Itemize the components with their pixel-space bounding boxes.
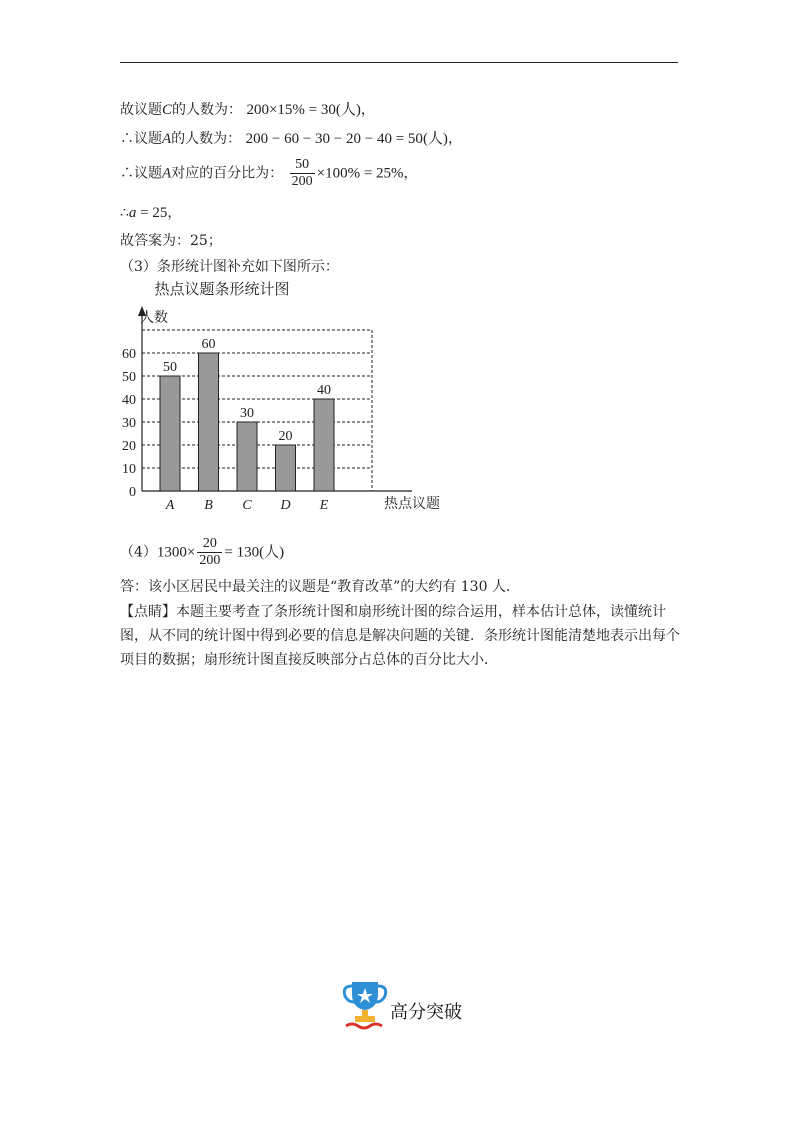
- y-tick-label: 30: [122, 416, 136, 431]
- x-tick-label-D: D: [280, 498, 291, 513]
- answer-text: 答：该小区居民中最关注的议题是“教育改革”的大约有 130 人．: [120, 579, 520, 595]
- y-tick-label: 20: [122, 439, 136, 454]
- header-rule: [120, 62, 678, 63]
- y-tick-label: 50: [122, 370, 136, 385]
- line-7: （4）1300× $\frac{20}{200}$ = 130(人): [120, 536, 285, 568]
- x-axis-label: 热点议题: [384, 497, 440, 512]
- chart-title: 热点议题条形统计图: [154, 282, 290, 298]
- bar-E: [314, 399, 334, 491]
- line-6: （3）条形统计图补充如下图所示：: [120, 259, 339, 275]
- y-tick-label: 0: [129, 485, 136, 500]
- bar-B: [199, 353, 219, 491]
- x-tick-label-C: C: [242, 498, 252, 513]
- brand-logo: [340, 976, 470, 1030]
- data-label-D: 20: [278, 429, 293, 444]
- line-3: ∴议题A对应的百分比为： $\frac{50}{200}$ ×100% = 25%，: [120, 157, 418, 189]
- bar-D: [276, 445, 296, 491]
- y-tick-label: 10: [122, 462, 136, 477]
- y-axis-label: 人数: [140, 311, 168, 326]
- x-tick-label-A: A: [165, 498, 175, 513]
- line-1: 故议题C的人数为： 200×15% = 30(人)，: [120, 102, 375, 118]
- fraction-20-200: $\frac{20}{200}$: [199, 536, 221, 568]
- line-2: ∴议题A的人数为： 200 − 60 − 30 − 20 − 40 = 50(人)，: [120, 131, 462, 147]
- y-tick-label: 60: [122, 347, 136, 362]
- bar-A: [160, 376, 180, 491]
- brand-text: 高分突破: [390, 1002, 462, 1023]
- bar-chart: [112, 278, 452, 518]
- y-tick-label: 40: [122, 393, 136, 408]
- line-4: ∴a = 25，: [120, 205, 182, 221]
- x-tick-label-E: E: [319, 498, 329, 513]
- data-label-C: 30: [240, 406, 254, 421]
- data-label-B: 60: [201, 337, 216, 352]
- fraction-50-200: $\frac{50}{200}$: [291, 157, 313, 189]
- data-label-E: 40: [317, 383, 331, 398]
- data-label-A: 50: [163, 360, 177, 375]
- trophy-icon: [340, 976, 390, 1030]
- bar-C: [237, 422, 257, 491]
- comment-paragraph: 【点睛】本题主要考查了条形统计图和扇形统计图的综合运用，样本估计总体，读懂统计图，从不同的统计图中得到必要的信息是解决问题的关键．条形统计图能清楚地表示出每个项目的数据；扇形统计图直接反映部分占总体的百分比大小．: [120, 604, 680, 668]
- line-5: 故答案为：25；: [120, 233, 222, 249]
- x-tick-label-B: B: [204, 498, 213, 513]
